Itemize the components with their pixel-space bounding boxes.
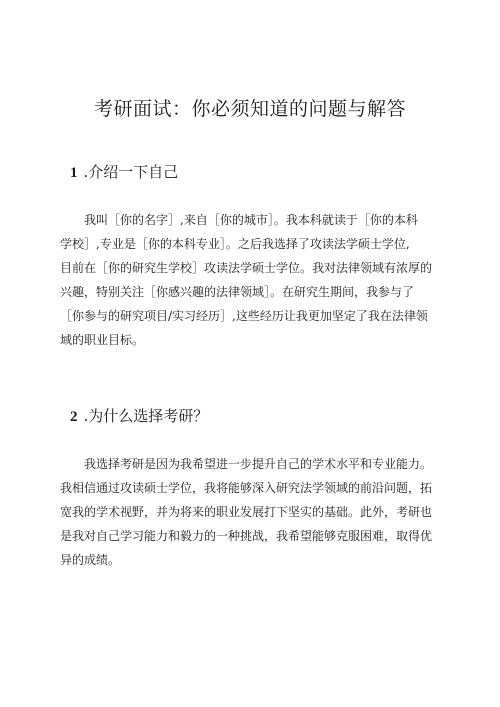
paragraph-line: 异的成绩。 [60, 553, 121, 567]
paragraph-line: 我选择考研是因为我希望进一步提升自己的学术水平和专业能力。 [60, 457, 433, 471]
paragraph-line: 我相信通过攻读硕士学位，我将能够深入研究法学领域的前沿问题，拓 [60, 481, 433, 495]
paragraph-line: 学校］,专业是［你的本科专业］。之后我选择了攻读法学硕士学位, [60, 237, 410, 251]
paragraph-line: 目前在［你的研究生学校］攻读法学硕士学位。我对法律领域有浓厚的 [60, 261, 433, 275]
section-heading-introduction [70, 161, 178, 182]
paragraph-line: 域的职业目标。 [60, 333, 145, 347]
section-number: 1 [70, 165, 78, 181]
paragraph-line: 我叫［你的名字］,来自［你的城市］。我本科就读于［你的本科 [60, 213, 418, 227]
paragraph-line: ［你参与的研究项目/实习经历］,这些经历让我更加坚定了我在法律领 [60, 309, 428, 323]
section-heading-why-postgraduate [70, 405, 208, 426]
paragraph-line: 宽我的学术视野，并为将来的职业发展打下坚实的基础。此外，考研也 [60, 505, 433, 519]
document-title: 考研面试：你必须知道的问题与解答 [93, 98, 406, 120]
section-number: 2 [70, 409, 78, 425]
paragraph-line: 是我对自己学习能力和毅力的一种挑战，我希望能够克服困难，取得优 [60, 529, 433, 543]
section-heading-text: .介绍一下自己 [83, 163, 179, 181]
paragraph-line: 兴趣，特别关注［你感兴趣的法律领域］。在研究生期间，我参与了 [60, 285, 415, 299]
section-heading-text: .为什么选择考研？ [83, 407, 209, 425]
section-paragraph-why-postgraduate [60, 452, 460, 572]
section-paragraph-introduction [60, 208, 460, 352]
